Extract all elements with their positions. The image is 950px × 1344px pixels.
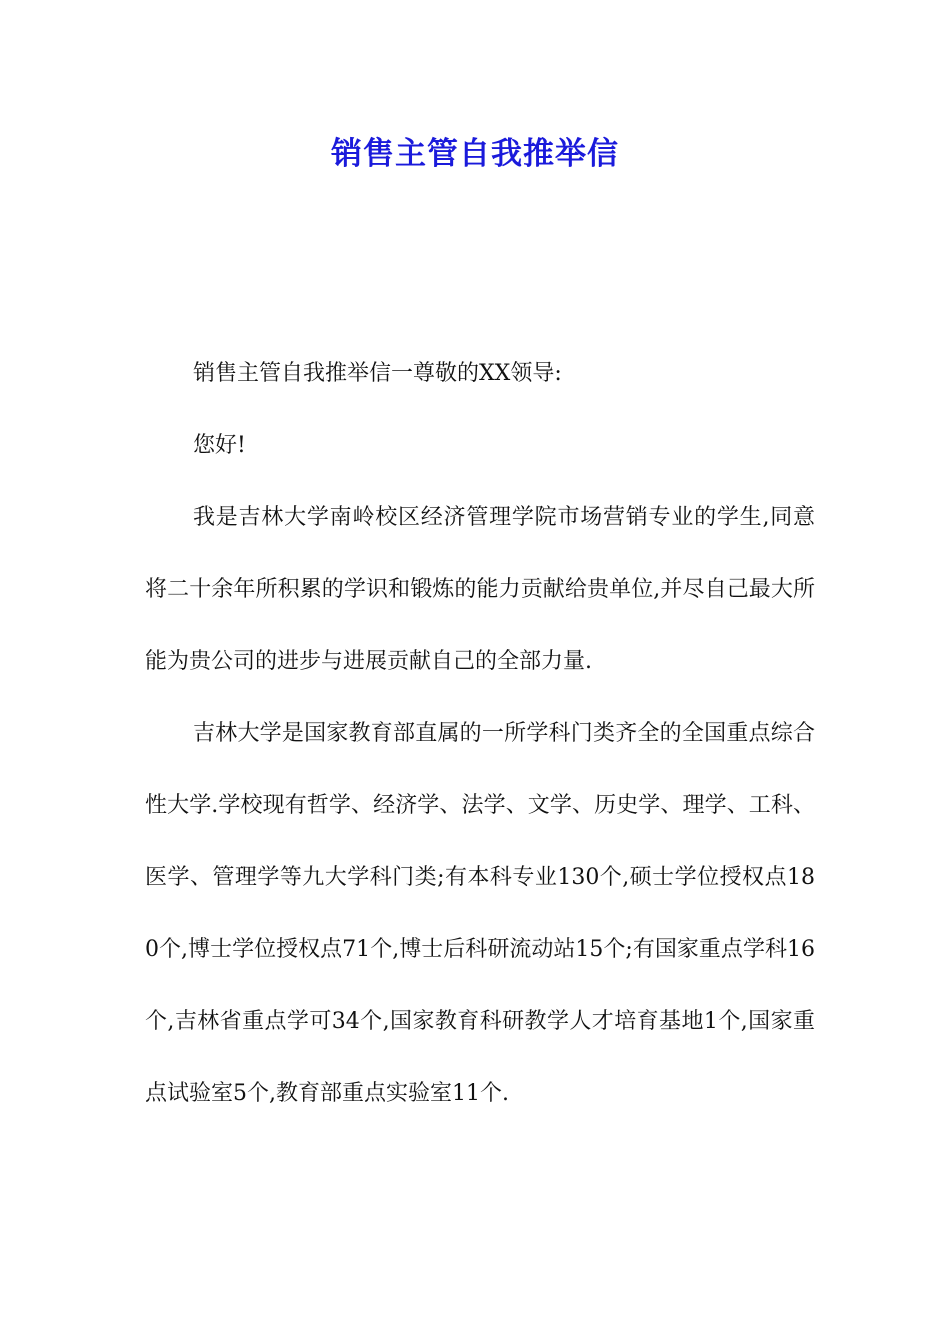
document-title: 销售主管自我推举信 bbox=[331, 136, 619, 172]
greeting-paragraph: 您好! bbox=[193, 433, 246, 458]
document-body bbox=[145, 338, 815, 1130]
intro-paragraph: 我是吉林大学南岭校区经济管理学院市场营销专业的学生,同意将二十余年所积累的学识和锻炼的能力贡献给贵单位,并尽自己最大所能为贵公司的进步与进展贡献自己的全部力量. bbox=[145, 505, 815, 674]
salutation-paragraph: 销售主管自我推举信一尊敬的XX领导: bbox=[193, 361, 562, 386]
university-paragraph: 吉林大学是国家教育部直属的一所学科门类齐全的全国重点综合性大学.学校现有哲学、经济学、法学、文学、历史学、理学、工科、医学、管理学等九大学科门类;有本科专业130个,硕士学位授权点180个,博士学位授权点71个,博士后科研流动站15个;有国家重点学科16个,吉林省重点学可34个,国家教育科研教学人才培育基地1个,国家重点试验室5个,教育部重点实验室11个. bbox=[145, 721, 815, 1106]
